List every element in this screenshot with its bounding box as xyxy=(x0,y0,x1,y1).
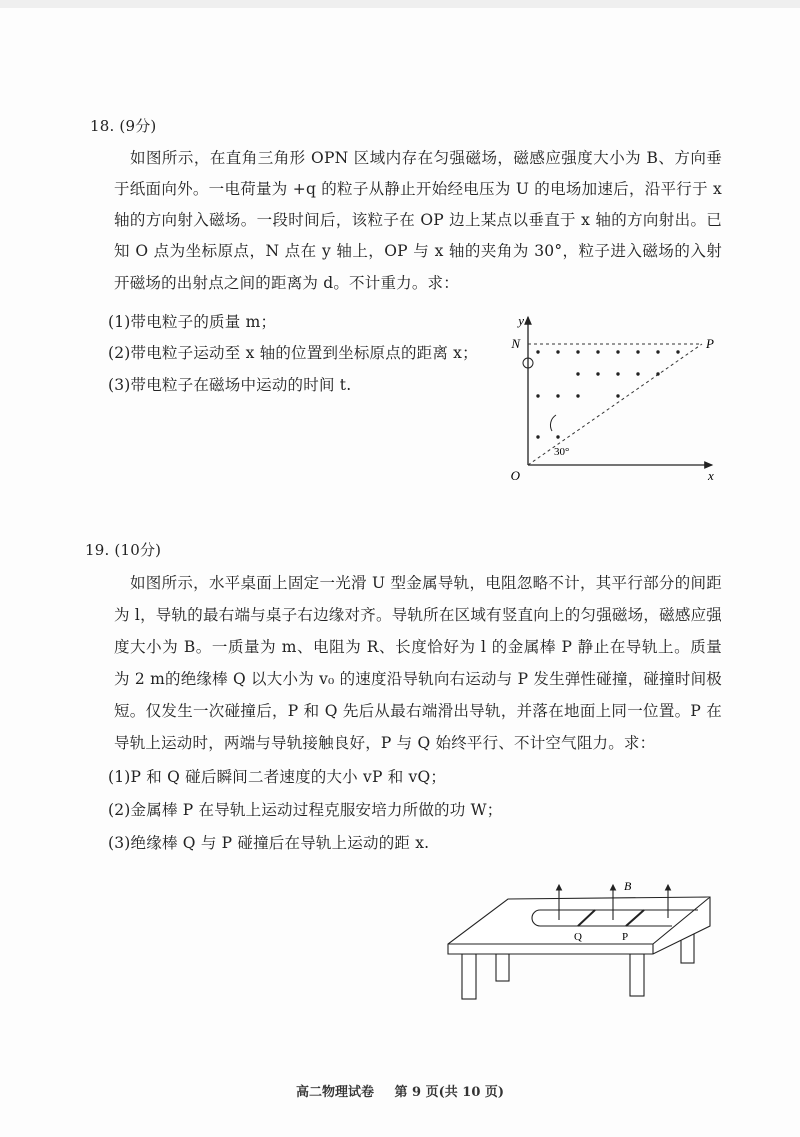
q18-paragraph-line: 如图所示，在直角三角形 OPN 区域内存在匀强磁场，磁感应强度大小为 B、方向垂 xyxy=(130,149,722,167)
q18-header: 18. (9分) xyxy=(90,117,157,135)
q19-question-2: (2)金属棒 P 在导轨上运动过程克服安培力所做的功 W； xyxy=(108,801,503,819)
label-angle: 30° xyxy=(554,446,570,458)
footer-subject: 高二物理试卷 xyxy=(295,1085,374,1100)
q18-paragraph-line: 知 O 点为坐标原点，N 点在 y 轴上，OP 与 x 轴的夹角为 30°，粒子进入磁场的入射 xyxy=(114,242,722,260)
label-n: N xyxy=(511,336,520,351)
angle-arc xyxy=(550,415,556,431)
q19-table-rail-diagram xyxy=(440,870,740,1020)
table xyxy=(448,897,710,999)
q18-paragraph-line: 开磁场的出射点之间的距离为 d。不计重力。求： xyxy=(114,274,459,292)
label-b: B xyxy=(624,879,632,893)
field-dots xyxy=(536,350,679,438)
q18-question-1: (1)带电粒子的质量 m； xyxy=(108,313,277,331)
q19-paragraph-line: 度大小为 B。一质量为 m、电阻为 R、长度恰好为 l 的金属棒 P 静止在导轨上。质量 xyxy=(114,638,722,656)
label-x: x xyxy=(708,468,714,483)
label-q: Q xyxy=(574,931,582,943)
q19-paragraph-line: 如图所示，水平桌面上固定一光滑 U 型金属导轨，电阻忽略不计，其平行部分的间距 xyxy=(130,574,722,592)
q19-paragraph-line: 为 2 m的绝缘棒 Q 以大小为 v₀ 的速度沿导轨向右运动与 P 发生弹性碰撞，碰撞时间极 xyxy=(114,670,722,688)
q19-question-3: (3)绝缘棒 Q 与 P 碰撞后在导轨上运动的距 x. xyxy=(108,834,430,852)
q18-question-3: (3)带电粒子在磁场中运动的时间 t. xyxy=(108,376,352,394)
q18-paragraph-line: 轴的方向射入磁场。一段时间后，该粒子在 OP 边上某点以垂直于 x 轴的方向射出。已 xyxy=(114,211,722,229)
q19-question-1: (1)P 和 Q 碰后瞬间二者速度的大小 vP 和 vQ； xyxy=(108,768,447,786)
q19-paragraph-line: 导轨上运动时，两端与导轨接触良好，P 与 Q 始终平行、不计空气阻力。求： xyxy=(114,734,656,752)
page-footer xyxy=(0,1081,800,1100)
label-o: O xyxy=(510,468,520,483)
q18-magnetic-field-diagram xyxy=(480,305,740,485)
q19-paragraph-line: 为 l，导轨的最右端与桌子右边缘对齐。导轨所在区域有竖直向上的匀强磁场，磁感应强 xyxy=(114,606,722,624)
label-p: P xyxy=(622,931,629,943)
q18-question-2: (2)带电粒子运动至 x 轴的位置到坐标原点的距离 x； xyxy=(108,344,478,362)
label-y: y xyxy=(518,313,524,328)
q19-header: 19. (10分) xyxy=(85,541,162,559)
top-edge xyxy=(0,0,800,8)
q19-paragraph-line: 短。仅发生一次碰撞后，P 和 Q 先后从最右端滑出导轨，并落在地面上同一位置。P 在 xyxy=(114,702,722,720)
q18-paragraph-line: 于纸面向外。一电荷量为 +q 的粒子从静止开始经电压为 U 的电场加速后，沿平行于 x xyxy=(114,180,722,198)
label-p: P xyxy=(706,336,714,351)
footer-page-number: 第 9 页(共 10 页) xyxy=(394,1085,505,1100)
